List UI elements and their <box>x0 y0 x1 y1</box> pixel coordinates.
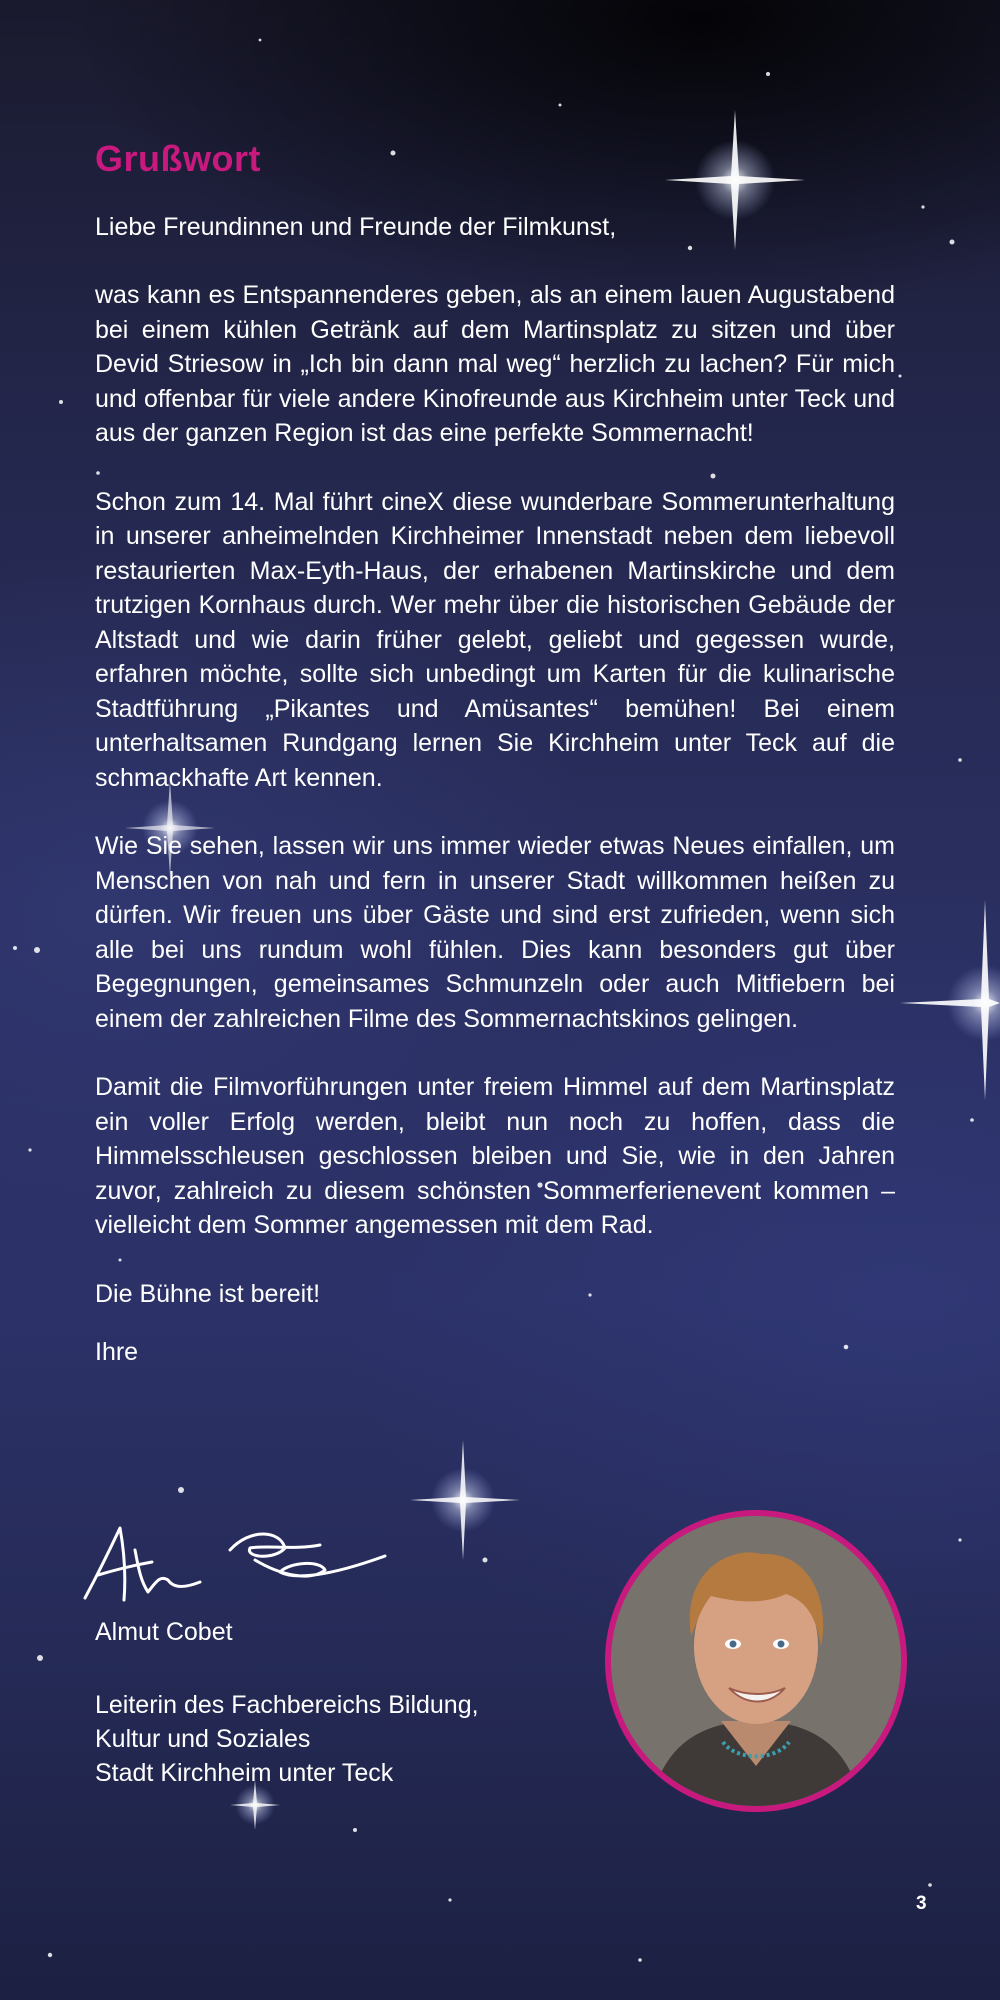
paragraph-2: Schon zum 14. Mal führt cineX diese wunderbare Sommerunterhaltung in unserer anheimelnden Kirchheimer Innenstadt neben dem liebevoll restaurierten Max-Eyth-Haus, der erhabenen Martinskirche und dem trutzigen Kornhaus durch. Wer mehr über die historischen Gebäude der Altstadt und wie darin früher gelebt, geliebt und gegessen wurde, erfahren möchte, sollte sich unbedingt um Karten für die kulinarische Stadtführung „Pikantes und Amüsantes“ bemühen! Bei einem unterhaltsamen Rundgang lernen Sie Kirchheim unter Teck auf die schmackhafte Art kennen. <box>95 487 895 792</box>
handwritten-signature <box>80 1520 400 1620</box>
page-number: 3 <box>916 1893 927 1914</box>
role-line-1: Leiterin des Fachbereichs Bildung, <box>95 1691 479 1719</box>
role-line-3: Stadt Kirchheim unter Teck <box>95 1759 394 1787</box>
signer-role <box>95 1688 479 1790</box>
portrait-photo <box>605 1510 907 1812</box>
sign-off: Ihre <box>95 1337 139 1366</box>
letter-body <box>95 130 895 1377</box>
paragraph-1: was kann es Entspannenderes geben, als an einem lauen Augustabend bei einem kühlen Getränk auf dem Martinsplatz zu sitzen und über Devid Striesow in „Ich bin dann mal weg“ herzlich zu lachen? Für mich und offenbar für viele andere Kinofreunde aus Kirchheim unter Teck und aus der ganzen Region ist das eine perfekte Sommernacht! <box>95 281 895 447</box>
role-line-2: Kultur und Soziales <box>95 1725 311 1753</box>
bright-star-right <box>900 900 1000 1100</box>
closing-line: Die Bühne ist bereit! <box>95 1279 321 1308</box>
salutation: Liebe Freundinnen und Freunde der Filmkunst, <box>95 213 617 241</box>
page-title: Grußwort <box>95 138 261 179</box>
bright-star-middle <box>410 1440 520 1560</box>
paragraph-4: Damit die Filmvorführungen unter freiem Himmel auf dem Martinsplatz ein voller Erfolg werden, bleibt nun noch zu hoffen, dass die Himmelsschleusen geschlossen bleiben und Sie, wie in den Jahren zuvor, zahlreich zu diesem schönsten Sommerferienevent kommen – vielleicht dem Sommer angemessen mit dem Rad. <box>95 1073 895 1239</box>
paragraph-3: Wie Sie sehen, lassen wir uns immer wieder etwas Neues einfallen, um Menschen von nah und fern in unserer Stadt willkommen heißen zu dürfen. Wir freuen uns über Gäste und sind erst zufrieden, wenn sich alle bei uns rundum wohl fühlen. Dies kann besonders gut über Begegnungen, gemeinsames Schmunzeln oder auch Mitfiebern bei einem der zahlreichen Filme des Sommernachtskinos gelingen. <box>95 832 895 1033</box>
signer-name: Almut Cobet <box>95 1618 233 1646</box>
